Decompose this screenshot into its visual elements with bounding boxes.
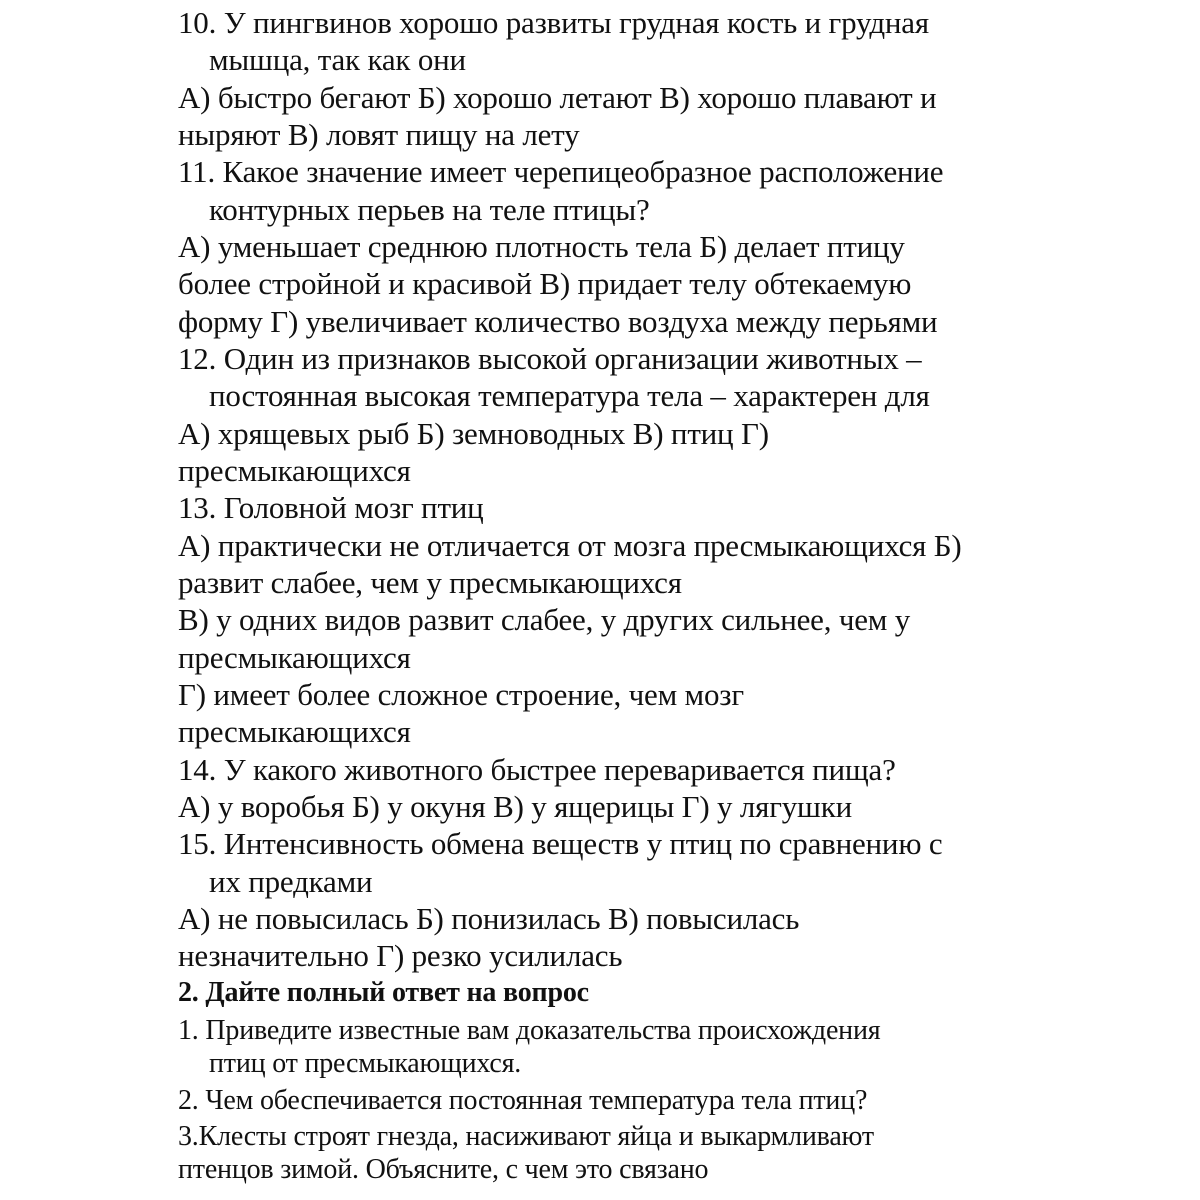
open-q1-line-2: птиц от пресмыкающихся. [209,1048,522,1079]
q13-answer-line-4: пресмыкающихся [178,640,411,675]
q13-answer-line-6: пресмыкающихся [178,714,411,749]
q12-answer-line-2: пресмыкающихся [178,453,411,488]
q11-answer-line-2: более стройной и красивой В) придает телу обтекаемую [178,266,912,301]
q13-answer-line-2: развит слабее, чем у пресмыкающихся [178,565,682,600]
q15-answer-line-2: незначительно Г) резко усилилась [178,938,623,973]
q11-answer-line-3: форму Г) увеличивает количество воздуха между перьями [178,304,938,339]
open-q2-line-1: 2. Чем обеспечивается постоянная температура тела птиц? [178,1085,868,1116]
q13-answer-line-1: А) практически не отличается от мозга пресмыкающихся Б) [178,528,962,563]
q10-question-line-1: 10. У пингвинов хорошо развиты грудная кость и грудная [178,5,929,40]
q10-answer-line-2: ныряют В) ловят пищу на лету [178,117,580,152]
section-2-heading: 2. Дайте полный ответ на вопрос [178,977,589,1008]
open-q1-line-1: 1. Приведите известные вам доказательства происхождения [178,1015,881,1046]
q13-answer-line-5: Г) имеет более сложное строение, чем мозг [178,677,744,712]
q15-answer-line-1: А) не повысилась Б) понизилась В) повысилась [178,901,800,936]
q12-question-line-1: 12. Один из признаков высокой организации животных – [178,341,922,376]
q14-question-line-1: 14. У какого животного быстрее переваривается пища? [178,752,896,787]
open-q3-line-2: птенцов зимой. Объясните, с чем это связано [178,1154,709,1185]
q12-answer-line-1: А) хрящевых рыб Б) земноводных В) птиц Г) [178,416,769,451]
q11-question-line-1: 11. Какое значение имеет черепицеобразное расположение [178,154,944,189]
q10-question-line-2: мышца, так как они [209,42,466,77]
open-q3-line-1: 3.Клесты строят гнезда, насиживают яйца и выкармливают [178,1121,874,1152]
q15-question-line-1: 15. Интенсивность обмена веществ у птиц по сравнению с [178,826,943,861]
q12-question-line-2: постоянная высокая температура тела – характерен для [209,378,930,413]
q10-answer-line-1: А) быстро бегают Б) хорошо летают В) хорошо плавают и [178,80,937,115]
q15-question-line-2: их предками [209,864,373,899]
q13-question-line-1: 13. Головной мозг птиц [178,490,484,525]
q13-answer-line-3: В) у одних видов развит слабее, у других сильнее, чем у [178,602,911,637]
q14-answer-line-1: А) у воробья Б) у окуня В) у ящерицы Г) у лягушки [178,789,852,824]
q11-answer-line-1: А) уменьшает среднюю плотность тела Б) делает птицу [178,229,905,264]
q11-question-line-2: контурных перьев на теле птицы? [209,192,650,227]
